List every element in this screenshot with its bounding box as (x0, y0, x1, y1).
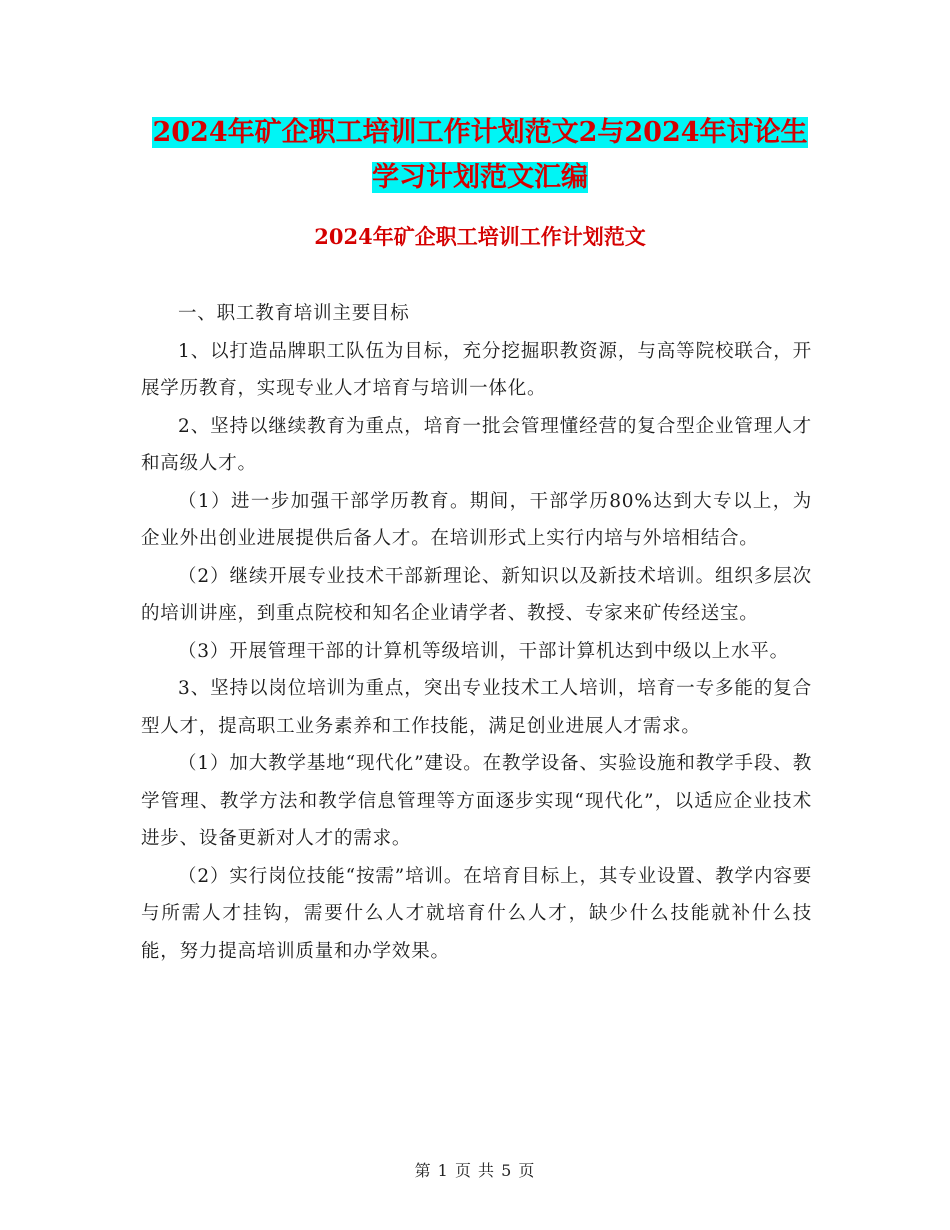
paragraph: （1）进一步加强干部学历教育。期间，干部学历80%达到大专以上，为企业外出创业进展提供后备人才。在培训形式上实行内培与外培相结合。 (141, 490, 812, 549)
document-body (141, 295, 812, 970)
paragraph: （1）加大教学基地“现代化”建设。在教学设备、实验设施和教学手段、教学管理、教学方法和教学信息管理等方面逐步实现“现代化”，以适应企业技术进步、设备更新对人才的需求。 (141, 753, 812, 849)
paragraph-heading: 一、职工教育培训主要目标 (178, 303, 410, 324)
page-number-footer: 第 1 页 共 5 页 (414, 1161, 536, 1180)
document-title-text: 2024年矿企职工培训工作计划范文2与2024年讨论生学习计划范文汇编 (152, 117, 808, 193)
paragraph: （2）实行岗位技能“按需”培训。在培育目标上，其专业设置、教学内容要与所需人才挂钩，需要什么人才就培育什么人才，缺少什么技能就补什么技能，努力提高培训质量和办学效果。 (141, 865, 812, 962)
paragraph: 3、坚持以岗位培训为重点，突出专业技术工人培训，培育一专多能的复合型人才，提高职工业务素养和工作技能，满足创业进展人才需求。 (141, 678, 812, 737)
section-title: 2024年矿企职工培训工作计划范文 (314, 224, 646, 249)
paragraph: 1、以打造品牌职工队伍为目标，充分挖掘职教资源，与高等院校联合，开展学历教育，实现专业人才培育与培训一体化。 (141, 340, 812, 399)
paragraph: 2、坚持以继续教育为重点，培育一批会管理懂经营的复合型企业管理人才和高级人才。 (141, 415, 812, 474)
document-title (140, 110, 820, 200)
paragraph: （3）开展管理干部的计算机等级培训，干部计算机达到中级以上水平。 (178, 640, 789, 662)
paragraph: （2）继续开展专业技术干部新理论、新知识以及新技术培训。组织多层次的培训讲座，到重点院校和知名企业请学者、教授、专家来矿传经送宝。 (141, 565, 812, 624)
